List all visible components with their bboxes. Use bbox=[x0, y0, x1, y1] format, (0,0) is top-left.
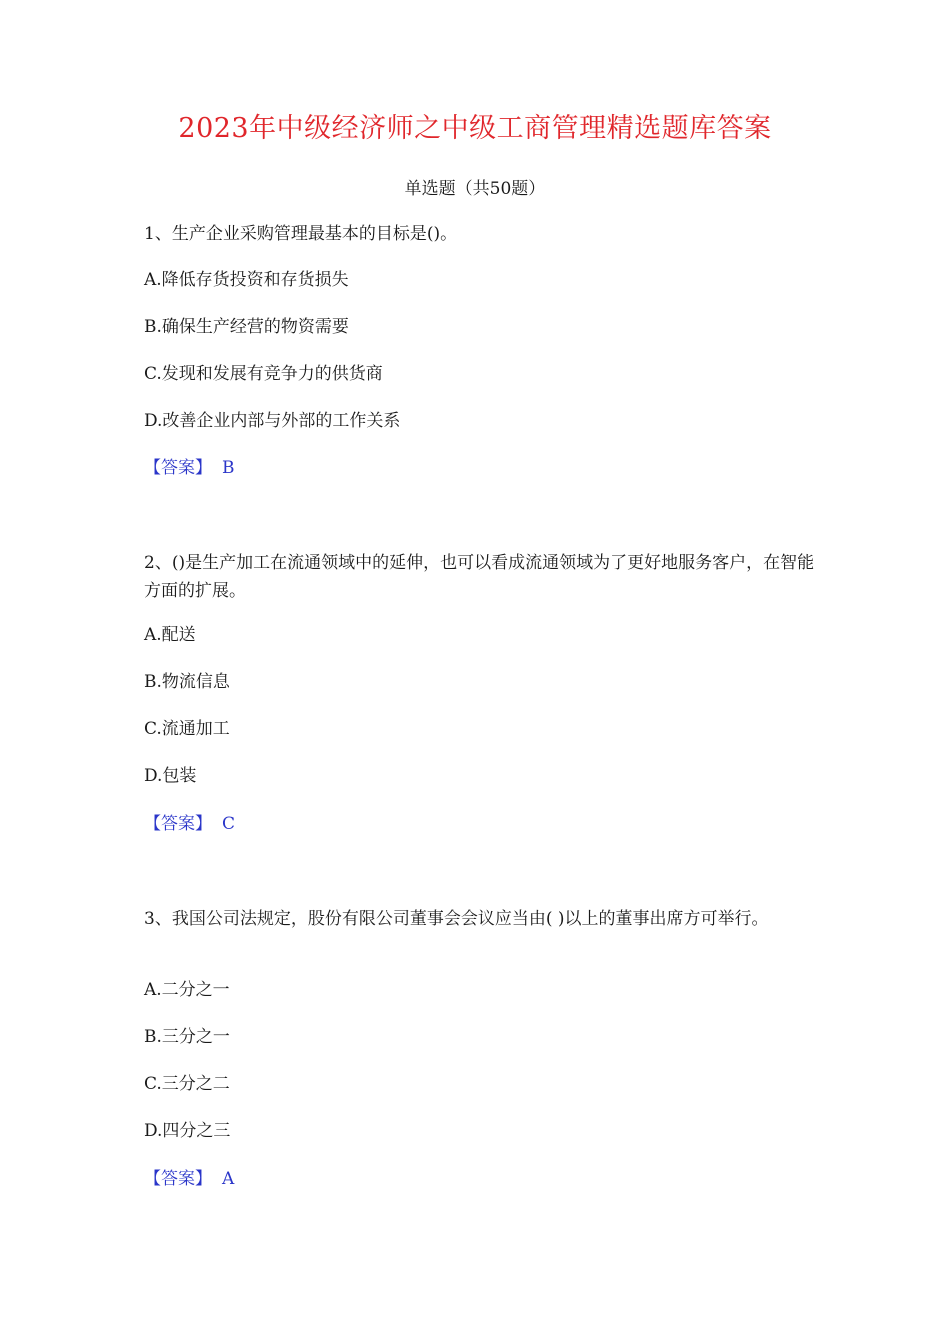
question-1-option-c: C.发现和发展有竞争力的供货商 bbox=[144, 364, 383, 384]
question-3-option-d: D.四分之三 bbox=[144, 1121, 231, 1141]
question-3-option-a: A.二分之一 bbox=[144, 980, 230, 1000]
answer-value: B bbox=[222, 458, 235, 478]
question-2-option-c: C.流通加工 bbox=[144, 719, 230, 739]
answer-label: 【答案】 bbox=[144, 1169, 212, 1189]
question-2-answer bbox=[144, 810, 235, 838]
answer-value: C bbox=[222, 814, 236, 834]
document-title: 2023年中级经济师之中级工商管理精选题库答案 bbox=[178, 113, 772, 144]
question-1-stem: 1、生产企业采购管理最基本的目标是()。 bbox=[144, 224, 458, 244]
question-2-stem: 2、()是生产加工在流通领域中的延伸，也可以看成流通领域为了更好地服务客户，在智能方面的扩展。 bbox=[144, 553, 815, 601]
section-heading: 单选题（共50题） bbox=[404, 179, 546, 199]
question-1-option-a: A.降低存货投资和存货损失 bbox=[144, 270, 349, 290]
question-3-stem: 3、我国公司法规定，股份有限公司董事会会议应当由( )以上的董事出席方可举行。 bbox=[144, 909, 769, 929]
question-1-option-b: B.确保生产经营的物资需要 bbox=[144, 317, 349, 337]
question-3-answer bbox=[144, 1165, 234, 1193]
question-1-option-d: D.改善企业内部与外部的工作关系 bbox=[144, 411, 401, 431]
answer-value: A bbox=[222, 1169, 235, 1189]
question-2-option-b: B.物流信息 bbox=[144, 672, 230, 692]
answer-label: 【答案】 bbox=[144, 458, 212, 478]
question-2-option-d: D.包装 bbox=[144, 766, 197, 786]
question-3-option-b: B.三分之一 bbox=[144, 1027, 230, 1047]
question-1-answer bbox=[144, 454, 235, 482]
question-3-option-c: C.三分之二 bbox=[144, 1074, 230, 1094]
answer-label: 【答案】 bbox=[144, 814, 212, 834]
question-2-option-a: A.配送 bbox=[144, 625, 196, 645]
